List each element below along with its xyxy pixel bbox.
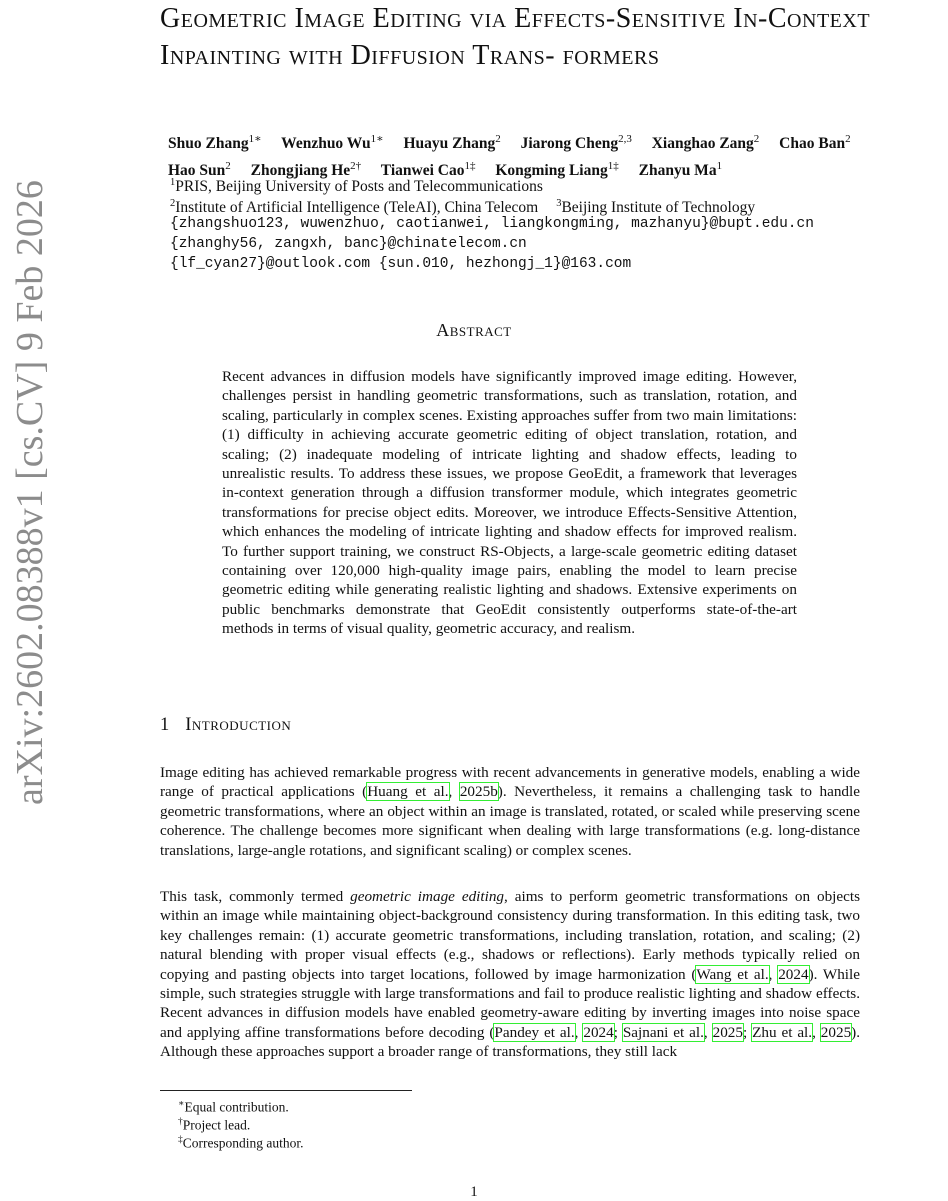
affiliation: PRIS, Beijing University of Posts and Telecommunications [175,178,543,196]
intro-paragraph-1 [160,763,860,860]
author-mark: 1‡ [464,160,476,173]
email-line-3: {lf_cyan27}@outlook.com {sun.010, hezhongj_1}@163.com [170,256,632,272]
paragraph-text: ). Although these approaches support a broader range of transformations, they still lack [160,1023,861,1061]
author-mark: 1‡ [607,160,619,173]
author-name: Chao Ban [779,135,846,153]
paragraph-text: , [574,1023,584,1041]
emphasized-term: geometric image editing [350,888,505,905]
author-name: Huayu Zhang [403,135,496,153]
paragraph-text: Image editing has achieved remarkable progress with recent advancements in generative models, enabling a wide range of practical applications ( [160,764,860,801]
footnote-mark: † [178,1117,183,1127]
author-mark: 1∗ [370,133,384,145]
author-mark: 2 [225,160,231,173]
footnote-mark: ∗ [178,1099,185,1109]
affiliation: Institute of Artificial Intelligence (TeleAI), China Telecom [175,199,539,217]
page-number: 1 [470,1184,478,1200]
author-mark: 2 [845,133,851,145]
affiliation-mark: 1 [170,177,176,188]
paragraph-text: ). Nevertheless, it remains a challenging task to handle geometric transformations, where an object within an image is translated, rotated, or scaled while preserving scene coherence. The challenge becomes more significant when dealing with large transformations (e.g. long-distance translations, large-angle rotations, and significant scaling) or complex scenes. [160,783,860,859]
author-name: Wenzhuo Wu [281,135,371,153]
footnote-rule [160,1090,412,1091]
author-name: Hao Sun [168,162,226,180]
author-name: Zhongjiang He [250,162,351,180]
paragraph-text: This task, commonly termed [160,888,351,905]
email-line-2: {zhanghy56, zangxh, banc}@chinatelecom.cn [170,236,527,252]
citation-link[interactable]: Pandey et al. [494,1023,575,1041]
abstract-heading: Abstract [436,320,512,340]
author-mark: 1∗ [248,133,262,145]
paragraph-text: ; [742,1023,753,1041]
email-line-1: {zhangshuo123, wuwenzhuo, caotianwei, liangkongming, mazhanyu}@bupt.edu.cn [170,216,814,232]
author-name: Xianghao Zang [651,135,754,153]
paper-title: Geometric Image Editing via Effects-Sensitive In-Context Inpainting with Diffusion Trans- formers [160,3,871,71]
paragraph-text: , [703,1023,713,1041]
section-heading [160,715,291,736]
author-mark: 2 [753,133,760,145]
citation-link[interactable]: 2025b [459,783,498,801]
section-number: 1 [160,715,170,735]
abstract-body: Recent advances in diffusion models have significantly improved image editing. However, challenges persist in handling geometric transformations, such as translation, rotation, and scaling, particularly in complex scenes. Existing approaches suffer from two main limitations: (1) difficulty in achieving accurate geometric editing of object translation, rotation, and scaling; (2) inadequate modeling of intricate lighting and shadow effects, leading to unrealistic results. To address these issues, we propose GeoEdit, a framework that leverages in-context generation through a diffusion transformer module, which integrates geometric transformations for precise object edits. Moreover, we introduce Effects-Sensitive Attention, which enhances the modeling of intricate lighting and shadow effects for improved realism. To further support training, we construct RS-Objects, a large-scale geometric editing dataset containing over 120,000 high-quality image pairs, enabling the model to learn precise geometric editing while generating realistic lighting and shadows. Extensive experiments on public benchmarks demonstrate that GeoEdit consistently outperforms state-of-the-art methods in terms of visual quality, geometric accuracy, and realism. [222,368,797,638]
citation-link[interactable]: 2025 [820,1023,852,1041]
author [779,135,850,152]
footnote-text: Project lead. [182,1117,251,1133]
citation-link[interactable]: 2024 [778,965,809,983]
paragraph-text: ). While simple, such strategies struggle with large transformations and fail to produce realistic lighting and shadow effects. Recent advances in diffusion models have enabled geometry-aware editing by inverting images into noise space and applying affine transformations before decoding ( [160,965,860,1041]
author-mark: 2,3 [618,133,632,145]
author [168,135,262,152]
affiliation-mark: 3 [556,198,562,209]
author-mark: 2† [350,160,362,173]
paragraph-text: , [768,965,779,983]
arxiv-identifier-stamp: arXiv:2602.08388v1 [cs.CV] 9 Feb 2026 [9,180,51,805]
intro-paragraph-2 [160,887,860,1062]
author-name: Tianwei Cao [380,162,465,180]
paragraph-text: , aims to perform geometric transformations on objects within an image while maintaining object-background consistency during transformation. In this editing task, two key challenges remain: (1) accurate geometric transformations, including translation, rotation, and scaling; (2) natural blending with proper visual effects (e.g., shadows or reflections). Early methods typically relied on copying and pasting objects into target locations, followed by image harmonization ( [160,888,860,983]
footnote-text: Corresponding author. [182,1135,304,1151]
author-mark: 1 [716,160,723,173]
citation-link[interactable]: Wang et al. [696,965,769,983]
affiliation-mark: 2 [170,198,176,209]
footnote-mark: ‡ [178,1135,183,1145]
author-name: Jiarong Cheng [520,135,619,153]
author-name: Kongming Liang [495,162,608,180]
affiliation: Beijing Institute of Technology [561,199,756,217]
citation-link[interactable]: Sajnani et al. [622,1023,704,1041]
citation-link[interactable]: 2025 [712,1023,743,1041]
author [652,135,760,152]
author-name: Shuo Zhang [168,135,249,153]
section-title: Introduction [185,715,292,735]
footnote-corresponding-author [178,1131,304,1153]
citation-link[interactable]: Huang et al. [367,783,449,801]
author-name: Zhanyu Ma [638,162,717,180]
author [521,135,632,152]
citation-link[interactable]: Zhu et al. [752,1023,813,1041]
author [403,135,500,152]
author-mark: 2 [495,133,501,145]
paragraph-text: , [812,1023,821,1041]
footnote-text: Equal contribution. [184,1099,289,1115]
citation-link[interactable]: 2024 [583,1023,614,1041]
author [281,135,383,152]
paragraph-text: , [448,783,460,801]
paragraph-text: ; [613,1023,623,1041]
